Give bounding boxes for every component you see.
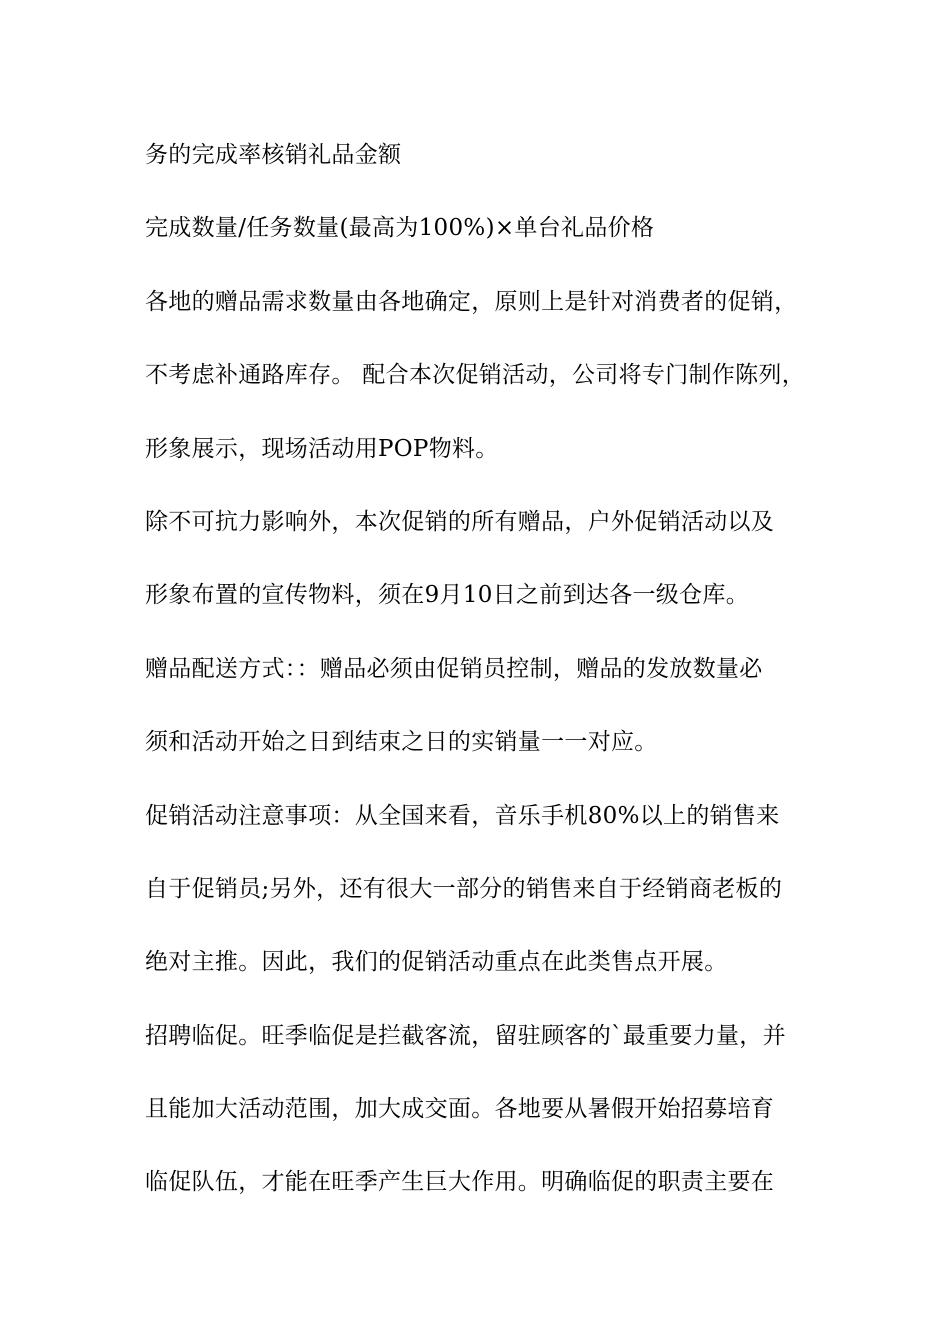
text-line: 促销活动注意事项：从全国来看，音乐手机80%以上的销售来: [145, 802, 780, 829]
text-line: 各地的赠品需求数量由各地确定，原则上是针对消费者的促销，: [145, 288, 798, 315]
text-line: 临促队伍，才能在旺季产生巨大作用。明确临促的职责主要在: [145, 1169, 775, 1196]
text-line: 务的完成率核销礼品金额: [145, 142, 402, 168]
text-line: 完成数量/任务数量(最高为100%)×单台礼品价格: [145, 215, 655, 242]
text-line: 不考虑补通路库存。 配合本次促销活动，公司将专门制作陈列，: [145, 362, 806, 389]
text-line: 形象展示，现场活动用POP物料。: [145, 435, 499, 462]
text-line: 自于促销员;另外，还有很大一部分的销售来自于经销商老板的: [145, 875, 783, 902]
text-line: 且能加大活动范围，加大成交面。各地要从暑假开始招募培育: [145, 1096, 775, 1123]
text-line: 形象布置的宣传物料，须在9月10日之前到达各一级仓库。: [145, 582, 749, 609]
text-line: 赠品配送方式：：赠品必须由促销员控制，赠品的发放数量必: [145, 655, 763, 682]
text-line: 招聘临促。旺季临促是拦截客流，留驻顾客的`最重要力量，并: [145, 1022, 786, 1049]
document-body: [145, 132, 845, 1233]
text-line: 须和活动开始之日到结束之日的实销量一一对应。: [145, 729, 658, 756]
text-line: 除不可抗力影响外，本次促销的所有赠品，户外促销活动以及: [145, 508, 775, 535]
text-line: 绝对主推。因此，我们的促销活动重点在此类售点开展。: [145, 949, 728, 976]
